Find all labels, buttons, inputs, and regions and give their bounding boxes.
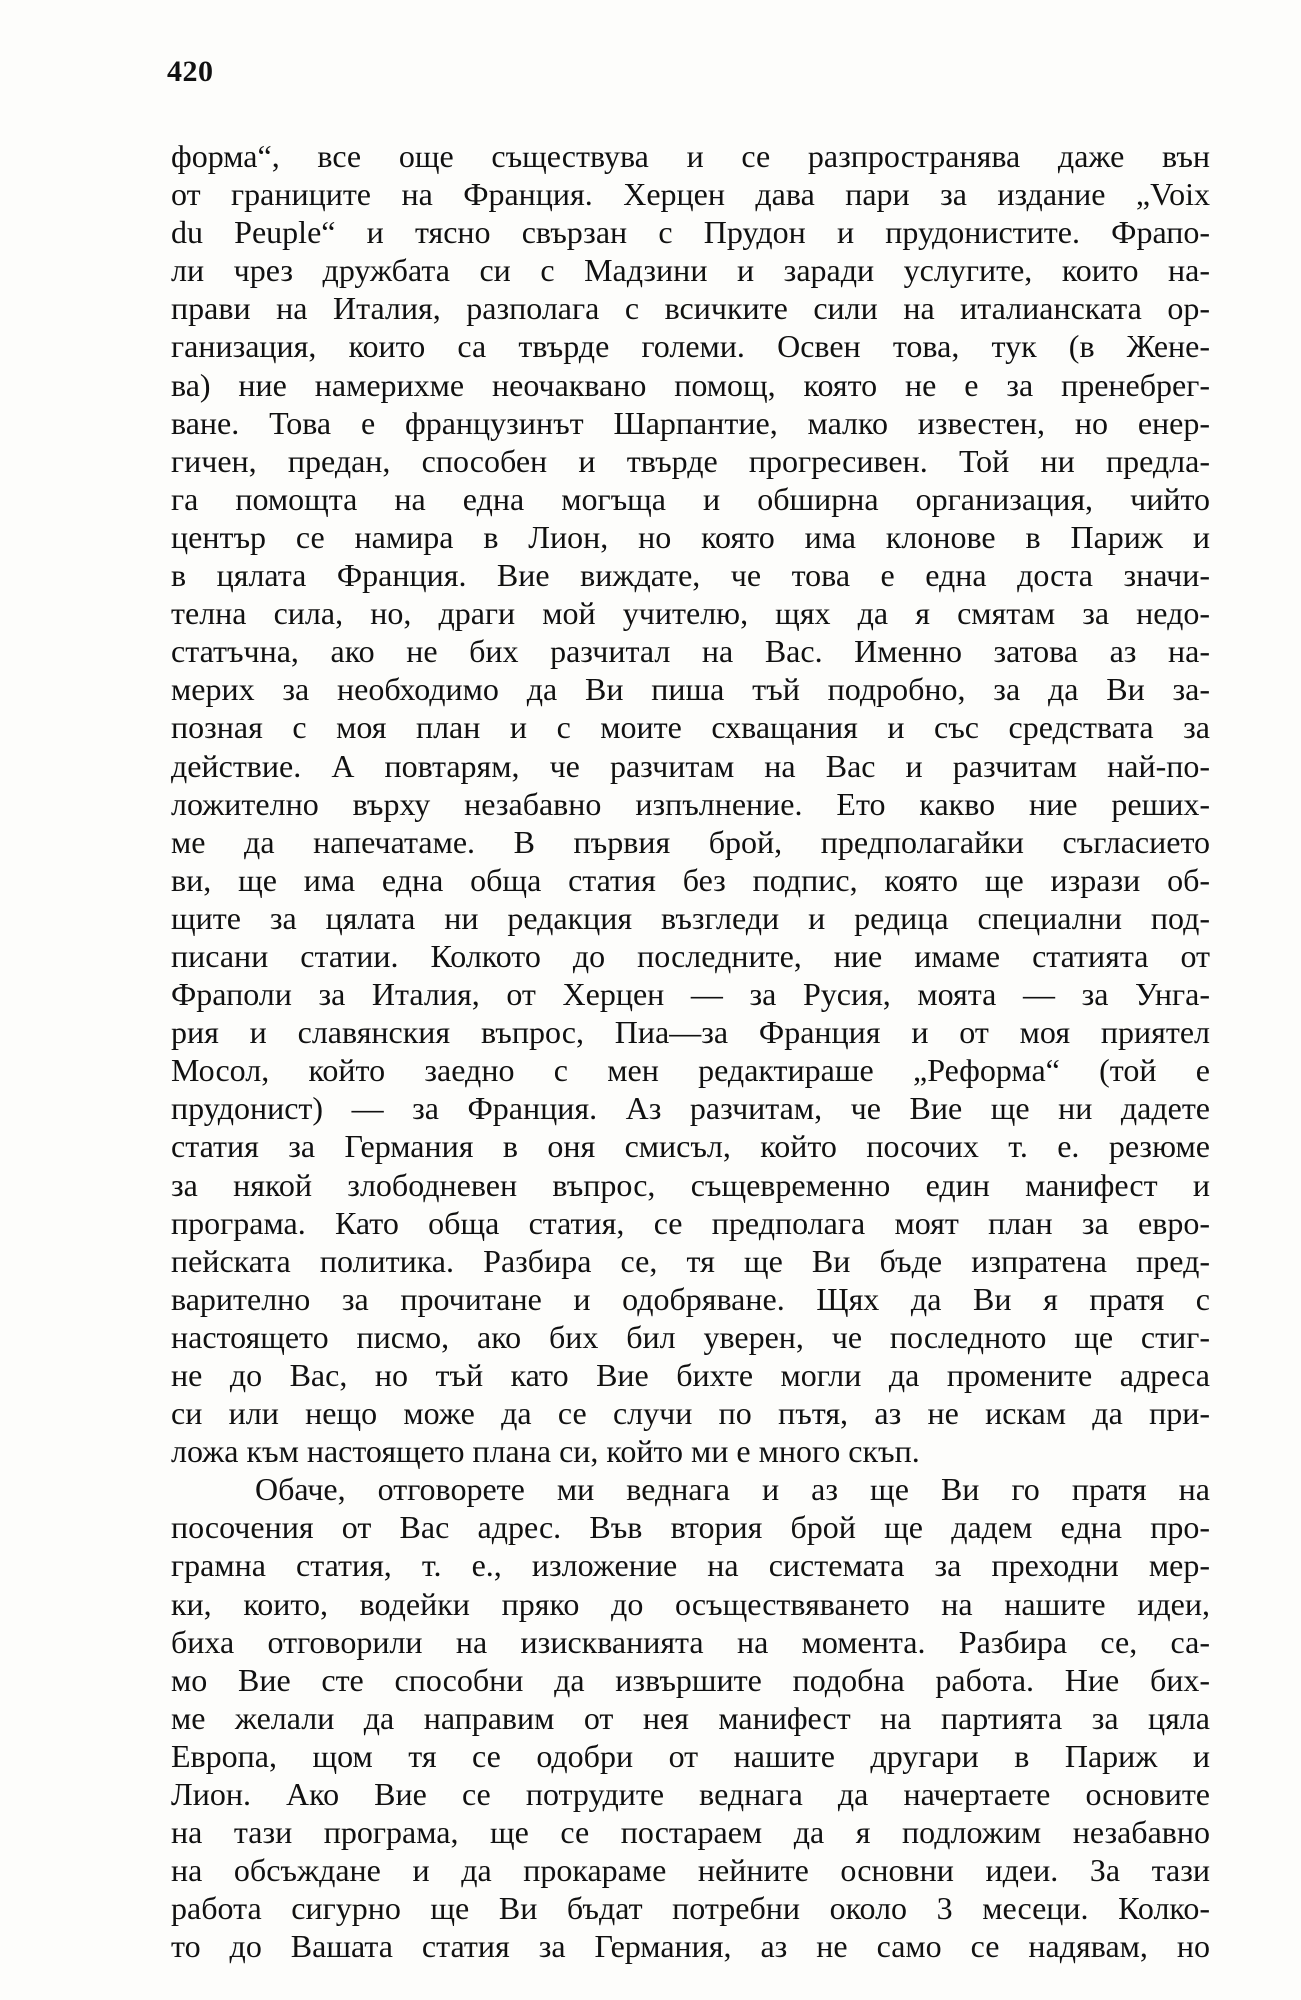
text-line: за някой злободневен въпрос, същевременно един манифест и (171, 1166, 1210, 1203)
page-number: 420 (167, 55, 214, 88)
paragraph-end-line: ложа към настоящето плана си, който ми е много скъп. (171, 1433, 920, 1470)
text-line: ви, ще има една обща статия без подпис, която ще изрази об- (171, 861, 1210, 898)
text-line: позная с моя план и с моите схващания и със средствата за (171, 709, 1210, 746)
text-line: Фраполи за Италия, от Херцен — за Русия, моята — за Унга- (171, 976, 1210, 1013)
text-line: грамна статия, т. е., изложение на системата за преходни мер- (171, 1547, 1210, 1584)
text-line: писани статии. Колкото до последните, ние имаме статията от (171, 937, 1210, 974)
text-line: биха отговорили на изискванията на момента. Разбира се, са- (171, 1623, 1210, 1660)
text-line: посочения от Вас адрес. Във втория брой ще дадем една про- (171, 1509, 1210, 1546)
paragraph-start-line: Обаче, отговорете ми веднага и аз ще Ви го пратя на (255, 1471, 1210, 1508)
text-line: център се намира в Лион, но която има клонове в Париж и (171, 518, 1210, 555)
text-line: Мосол, който заедно с мен редактираше „Реформа“ (той е (171, 1052, 1210, 1089)
text-line: ме да напечатаме. В първия брой, предполагайки съгласието (171, 823, 1210, 860)
text-line: Европа, щом тя се одобри от нашите другари в Париж и (171, 1737, 1210, 1774)
text-line: то до Вашата статия за Германия, аз не само се надявам, но (171, 1928, 1210, 1965)
text-line: прави на Италия, разполага с всичките сили на италианската ор- (171, 290, 1210, 327)
text-line: du Peuple“ и тясно свързан с Прудон и прудонистите. Фрапо- (171, 214, 1210, 251)
text-line: настоящето писмо, ако бих бил уверен, че последното ще стиг- (171, 1318, 1210, 1355)
text-line: статъчна, ако не бих разчитал на Вас. Именно затова аз на- (171, 633, 1210, 670)
text-line: статия за Германия в оня смисъл, който посочих т. е. резюме (171, 1128, 1210, 1165)
text-line: га помощта на една могъща и обширна организация, чийто (171, 480, 1210, 517)
text-line: си или нещо може да се случи по пътя, аз не искам да при- (171, 1395, 1210, 1432)
text-line: ли чрез дружбата си с Мадзини и заради услугите, които на- (171, 252, 1210, 289)
text-line: ме желали да направим от нея манифест на партията за цяла (171, 1699, 1210, 1736)
text-line: в цялата Франция. Вие виждате, че това е една доста значи- (171, 557, 1210, 594)
text-line: мо Вие сте способни да извършите подобна работа. Ние бих- (171, 1661, 1210, 1698)
text-line: Лион. Ако Вие се потрудите веднага да начертаете основите (171, 1776, 1210, 1813)
text-line: пейската политика. Разбира се, тя ще Ви бъде изпратена пред- (171, 1242, 1210, 1279)
text-line: не до Вас, но тъй като Вие бихте могли да промените адреса (171, 1357, 1210, 1393)
text-line: щите за цялата ни редакция възгледи и редица специални под- (171, 899, 1210, 936)
text-line: гичен, предан, способен и твърде прогресивен. Той ни предла- (171, 442, 1210, 479)
text-line: ване. Това е французинът Шарпантие, малко известен, но енер- (171, 404, 1210, 441)
text-line: действие. А повтарям, че разчитам на Вас и разчитам най-по- (171, 747, 1210, 784)
text-line: работа сигурно ще Ви бъдат потребни около 3 месеци. Колко- (171, 1890, 1210, 1927)
text-line: на обсъждане и да прокараме нейните основни идеи. За тази (171, 1852, 1210, 1889)
text-line: програма. Като обща статия, се предполага моят план за евро- (171, 1204, 1210, 1241)
text-line: мерих за необходимо да Ви пиша тъй подробно, за да Ви за- (171, 671, 1210, 708)
text-line: от границите на Франция. Херцен дава пари за издание „Voix (171, 176, 1210, 213)
text-line: на тази програма, ще се постараем да я подложим незабавно (171, 1814, 1210, 1851)
body-text (171, 137, 1210, 1966)
text-line: форма“, все още съществува и се разпространява даже вън (171, 138, 1210, 174)
text-line: ганизация, които са твърде големи. Освен това, тук (в Жене- (171, 328, 1210, 365)
text-line: прудонист) — за Франция. Аз разчитам, че Вие ще ни дадете (171, 1090, 1210, 1127)
text-line: рия и славянския въпрос, Пиа—за Франция и от моя приятел (171, 1014, 1210, 1051)
text-line: ва) ние намерихме неочаквано помощ, която не е за пренебрег- (171, 366, 1210, 403)
text-line: ки, които, водейки пряко до осъществяването на нашите идеи, (171, 1585, 1210, 1622)
text-line: ложително върху незабавно изпълнение. Ето какво ние реших- (171, 785, 1210, 822)
text-line: телна сила, но, драги мой учителю, щях да я смятам за недо- (171, 595, 1210, 632)
text-line: варително за прочитане и одобряване. Щях да Ви я пратя с (171, 1280, 1210, 1317)
